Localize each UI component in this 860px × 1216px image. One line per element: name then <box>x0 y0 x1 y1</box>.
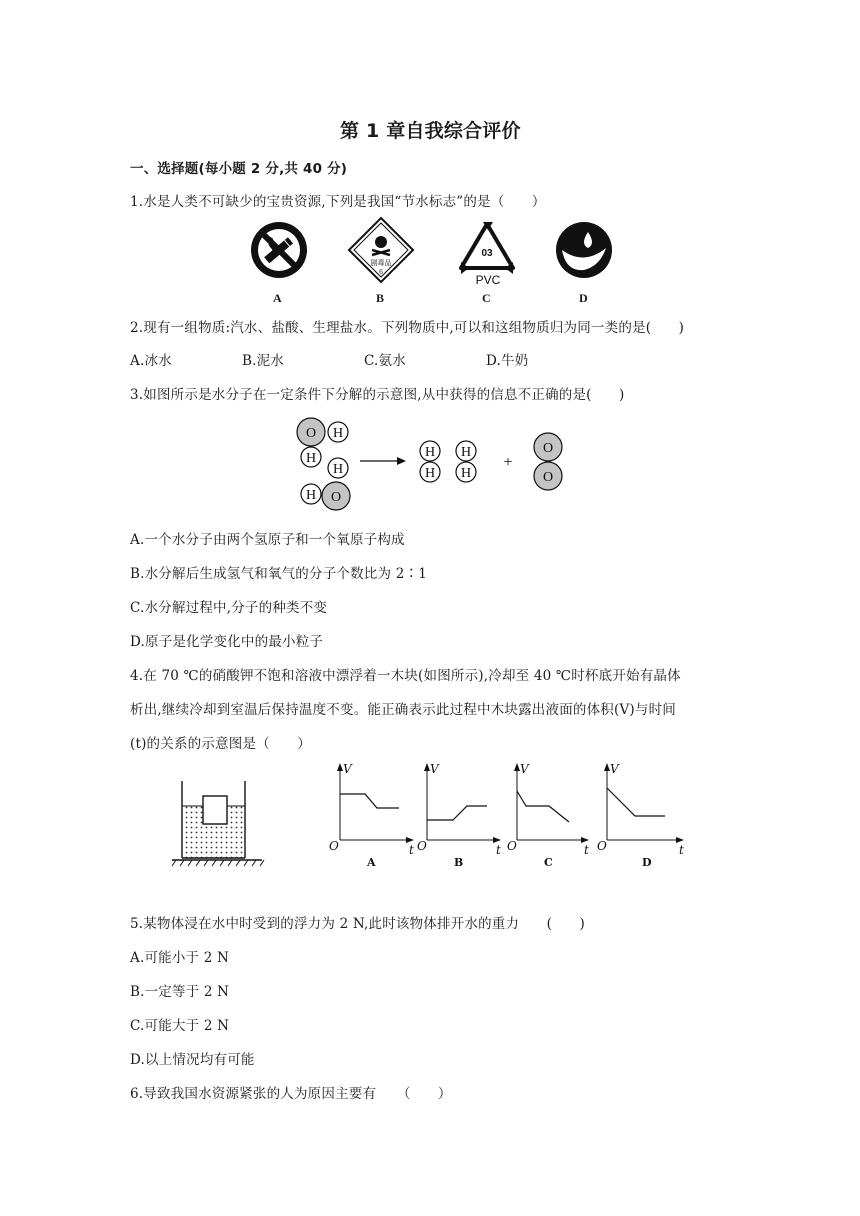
axis-v-label: V <box>430 762 439 776</box>
q5-option-a: A.可能小于 2 N <box>130 950 230 966</box>
toxic-hazard-icon <box>348 217 414 283</box>
atom-h: H <box>460 466 472 481</box>
recycle-pvc-icon <box>455 218 519 287</box>
recycle-pvc-text: PVC <box>475 273 501 287</box>
q5-option-b: B.一定等于 2 N <box>130 984 230 1000</box>
origin-label: O <box>329 839 339 853</box>
question-4-stem-line3: (t)的关系的示意图是（ ） <box>130 736 311 752</box>
atom-h: H <box>305 451 317 466</box>
q1-label-a: A <box>273 291 282 305</box>
origin-label: O <box>507 839 517 853</box>
plus-sign: + <box>503 454 513 471</box>
beaker-with-wooden-block <box>170 776 270 866</box>
q1-label-b: B <box>376 291 385 305</box>
q3-option-b: B.水分解后生成氢气和氧气的分子个数比为 2∶1 <box>130 566 427 582</box>
q3-option-c: C.水分解过程中,分子的种类不变 <box>130 600 328 616</box>
atom-h: H <box>460 445 472 460</box>
question-2-stem: 2.现有一组物质:汽水、盐酸、生理盐水。下列物质中,可以和这组物质归为同一类的是( ) <box>130 320 685 336</box>
q2-option-a: A.冰水 <box>130 353 172 369</box>
axis-v-label: V <box>520 762 529 776</box>
toxic-icon-number: 6 <box>379 269 383 276</box>
section-heading: 一、选择题(每小题 2 分,共 40 分) <box>130 161 348 177</box>
atom-h: H <box>305 488 317 503</box>
toxic-icon-text: 剧毒品 <box>370 259 392 267</box>
graph-label-b: B <box>454 856 464 869</box>
q5-option-c: C.可能大于 2 N <box>130 1018 230 1034</box>
question-6-stem: 6.导致我国水资源紧张的人为原因主要有 （ ） <box>130 1086 452 1102</box>
axis-t-label: t <box>496 843 501 857</box>
question-3-stem: 3.如图所示是水分子在一定条件下分解的示意图,从中获得的信息不正确的是( ) <box>130 387 625 403</box>
atom-o: O <box>305 426 317 441</box>
origin-label: O <box>417 839 427 853</box>
graph-option-a <box>327 758 417 868</box>
graph-option-b <box>417 758 507 868</box>
question-5-stem: 5.某物体浸在水中时受到的浮力为 2 N,此时该物体排开水的重力 ( ) <box>130 916 585 932</box>
axis-v-label: V <box>610 762 619 776</box>
graph-option-d <box>597 758 692 868</box>
q2-option-d: D.牛奶 <box>486 353 529 369</box>
atom-h: H <box>424 466 436 481</box>
q1-label-c: C <box>482 291 491 305</box>
q5-option-d: D.以上情况均有可能 <box>130 1052 255 1068</box>
water-saving-icon <box>554 220 614 280</box>
water-decomposition-diagram <box>290 414 590 514</box>
atom-o: O <box>542 441 554 456</box>
graph-label-d: D <box>642 856 652 869</box>
q2-option-b: B.泥水 <box>242 353 285 369</box>
atom-o: O <box>542 470 554 485</box>
axis-t-label: t <box>584 843 589 857</box>
page-title: 第 1 章自我综合评价 <box>340 120 521 142</box>
atom-h: H <box>332 462 344 477</box>
no-smoking-icon <box>249 220 309 280</box>
origin-label: O <box>597 839 607 853</box>
axis-v-label: V <box>343 762 352 776</box>
q2-option-c: C.氨水 <box>364 353 406 369</box>
graph-label-c: C <box>544 856 553 869</box>
atom-h: H <box>424 445 436 460</box>
axis-t-label: t <box>679 843 684 857</box>
recycle-code: 03 <box>481 248 493 259</box>
q3-option-a: A.一个水分子由两个氢原子和一个氧原子构成 <box>130 532 405 548</box>
question-4-stem-line2: 析出,继续冷却到室温后保持温度不变。能正确表示此过程中木块露出液面的体积(V)与时间 <box>130 702 676 718</box>
q3-option-d: D.原子是化学变化中的最小粒子 <box>130 634 324 650</box>
graph-label-a: A <box>367 856 376 869</box>
axis-t-label: t <box>409 843 414 857</box>
graph-option-c <box>507 758 597 868</box>
q1-label-d: D <box>579 291 588 305</box>
atom-o: O <box>330 490 342 505</box>
atom-h: H <box>332 426 344 441</box>
question-1-stem: 1.水是人类不可缺少的宝贵资源,下列是我国“节水标志”的是（ ） <box>130 194 546 210</box>
question-4-stem-line1: 4.在 70 ℃的硝酸钾不饱和溶液中漂浮着一木块(如图所示),冷却至 40 ℃时杯底开始有晶体 <box>130 668 681 684</box>
